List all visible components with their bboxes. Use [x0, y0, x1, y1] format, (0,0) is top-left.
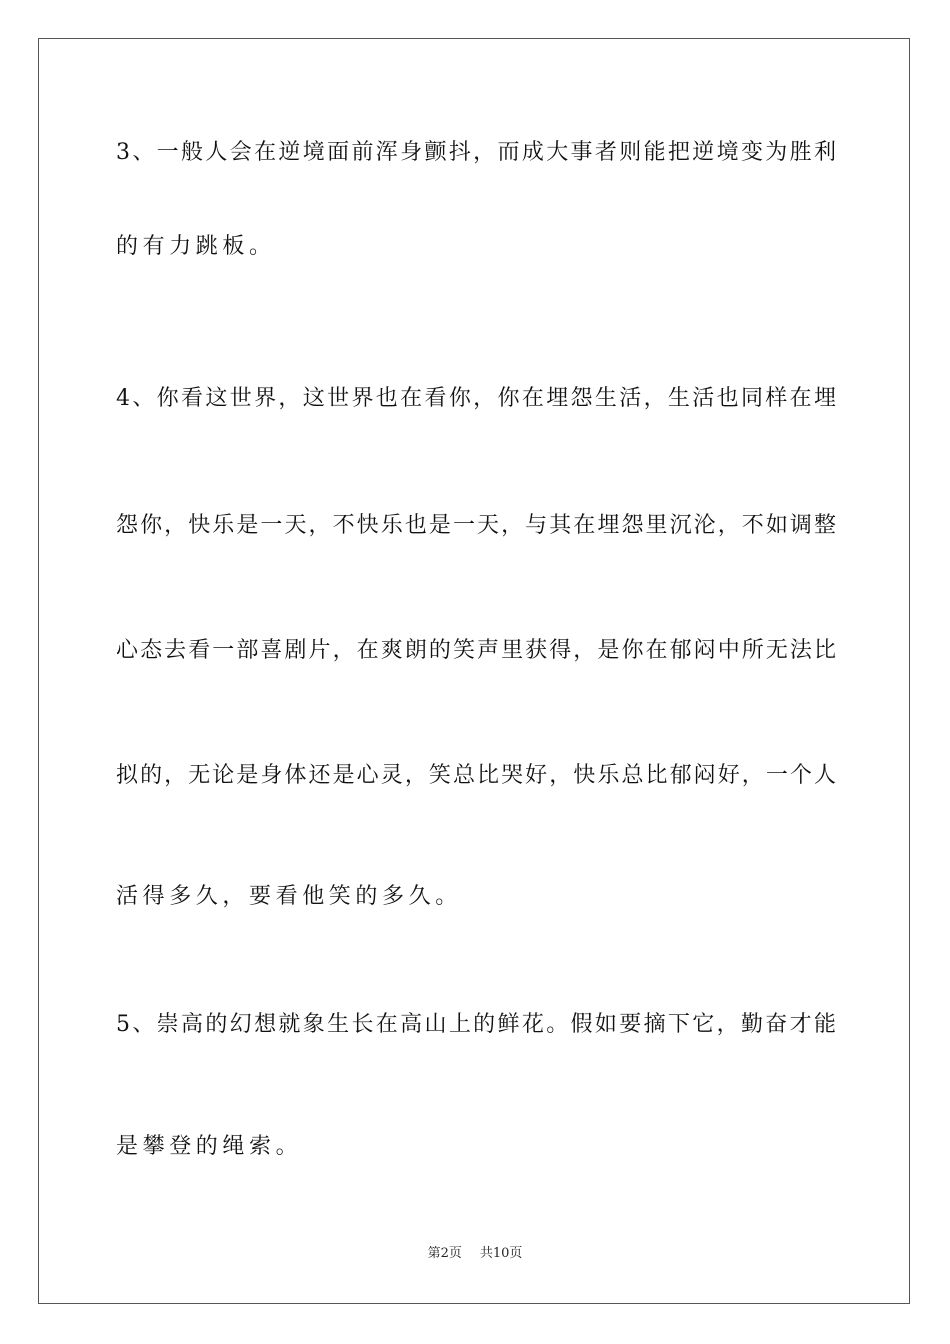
page-total: 共10页 [479, 1246, 523, 1261]
text-line: 心态去看一部喜剧片，在爽朗的笑声里获得，是你在郁闷中所无法比 [116, 638, 836, 663]
text-line: 4、你看这世界，这世界也在看你，你在埋怨生活，生活也同样在埋 [116, 386, 836, 411]
text-line: 是攀登的绳索。 [116, 1134, 303, 1159]
text-line: 拟的，无论是身体还是心灵，笑总比哭好，快乐总比郁闷好，一个人 [116, 763, 836, 788]
page-border [38, 38, 910, 1304]
text-line: 活得多久，要看他笑的多久。 [116, 884, 462, 909]
page-number: 第2页 [427, 1246, 462, 1261]
page-footer [0, 1245, 950, 1263]
text-line: 怨你，快乐是一天，不快乐也是一天，与其在埋怨里沉沦，不如调整 [116, 513, 836, 538]
text-line: 5、崇高的幻想就象生长在高山上的鲜花。假如要摘下它，勤奋才能 [116, 1012, 836, 1037]
text-line: 的有力跳板。 [116, 234, 276, 259]
text-line: 3、一般人会在逆境面前浑身颤抖，而成大事者则能把逆境变为胜利 [116, 140, 836, 165]
